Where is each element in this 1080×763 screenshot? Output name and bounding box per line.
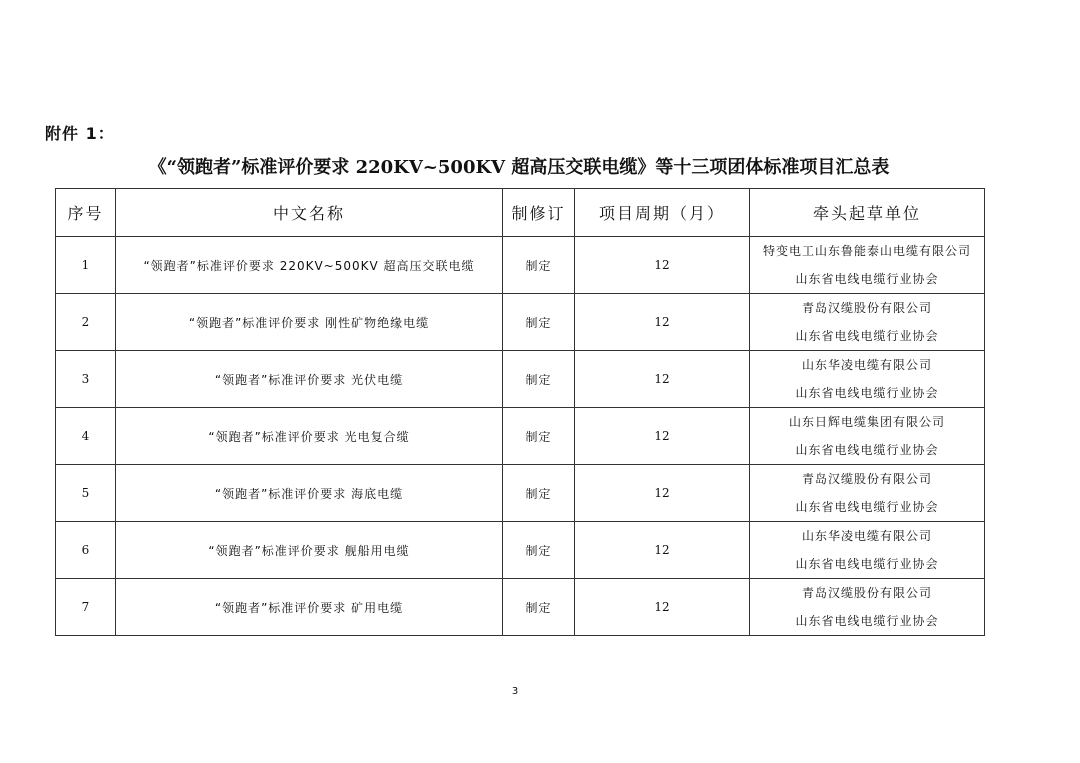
row-name: “领跑者”标准评价要求 海底电缆 [116, 465, 503, 522]
row-no: 3 [56, 351, 116, 408]
header-org: 牵头起草单位 [750, 189, 985, 237]
header-period: 项目周期（月） [575, 189, 750, 237]
row-org [750, 294, 985, 351]
page-number: 3 [511, 686, 519, 697]
row-period: 12 [575, 294, 750, 351]
table-row [56, 408, 985, 465]
row-type: 制定 [503, 294, 575, 351]
co-org: 山东省电线电缆行业协会 [795, 500, 939, 514]
table-row [56, 237, 985, 294]
row-period: 12 [575, 522, 750, 579]
co-org: 山东省电线电缆行业协会 [795, 443, 939, 457]
row-no: 6 [56, 522, 116, 579]
row-org [750, 237, 985, 294]
co-org: 山东省电线电缆行业协会 [795, 386, 939, 400]
row-no: 5 [56, 465, 116, 522]
header-no: 序号 [56, 189, 116, 237]
header-type: 制修订 [503, 189, 575, 237]
co-org: 山东省电线电缆行业协会 [795, 614, 939, 628]
lead-org: 青岛汉缆股份有限公司 [801, 586, 932, 600]
row-no: 1 [56, 237, 116, 294]
row-type: 制定 [503, 465, 575, 522]
row-name: “领跑者”标准评价要求 光电复合缆 [116, 408, 503, 465]
co-org: 山东省电线电缆行业协会 [795, 329, 939, 343]
row-no: 2 [56, 294, 116, 351]
row-no: 4 [56, 408, 116, 465]
row-name: “领跑者”标准评价要求 舰船用电缆 [116, 522, 503, 579]
attachment-label: 附件 1： [45, 124, 115, 143]
lead-org: 特变电工山东鲁能泰山电缆有限公司 [762, 244, 971, 258]
table-row [56, 465, 985, 522]
row-period: 12 [575, 465, 750, 522]
row-name: “领跑者”标准评价要求 光伏电缆 [116, 351, 503, 408]
co-org: 山东省电线电缆行业协会 [795, 557, 939, 571]
header-name: 中文名称 [116, 189, 503, 237]
row-type: 制定 [503, 579, 575, 636]
table-row [56, 351, 985, 408]
row-org [750, 522, 985, 579]
row-org [750, 351, 985, 408]
row-no: 7 [56, 579, 116, 636]
summary-table [55, 188, 985, 636]
co-org: 山东省电线电缆行业协会 [795, 272, 939, 286]
row-org [750, 465, 985, 522]
table-row [56, 522, 985, 579]
lead-org: 山东华凌电缆有限公司 [801, 529, 932, 543]
row-org [750, 408, 985, 465]
row-period: 12 [575, 408, 750, 465]
row-name: “领跑者”标准评价要求 刚性矿物绝缘电缆 [116, 294, 503, 351]
document-title: 《“领跑者”标准评价要求 220KV~500KV 超高压交联电缆》等十三项团体标准项目汇总表 [148, 157, 890, 178]
row-name: “领跑者”标准评价要求 220KV~500KV 超高压交联电缆 [116, 237, 503, 294]
row-type: 制定 [503, 522, 575, 579]
row-org [750, 579, 985, 636]
row-type: 制定 [503, 408, 575, 465]
row-name: “领跑者”标准评价要求 矿用电缆 [116, 579, 503, 636]
row-type: 制定 [503, 237, 575, 294]
row-period: 12 [575, 351, 750, 408]
lead-org: 青岛汉缆股份有限公司 [801, 472, 932, 486]
table-header-row [56, 189, 985, 237]
table-row [56, 294, 985, 351]
table-row [56, 579, 985, 636]
row-period: 12 [575, 579, 750, 636]
lead-org: 山东日辉电缆集团有限公司 [788, 415, 945, 429]
lead-org: 山东华凌电缆有限公司 [801, 358, 932, 372]
row-period: 12 [575, 237, 750, 294]
lead-org: 青岛汉缆股份有限公司 [801, 301, 932, 315]
row-type: 制定 [503, 351, 575, 408]
